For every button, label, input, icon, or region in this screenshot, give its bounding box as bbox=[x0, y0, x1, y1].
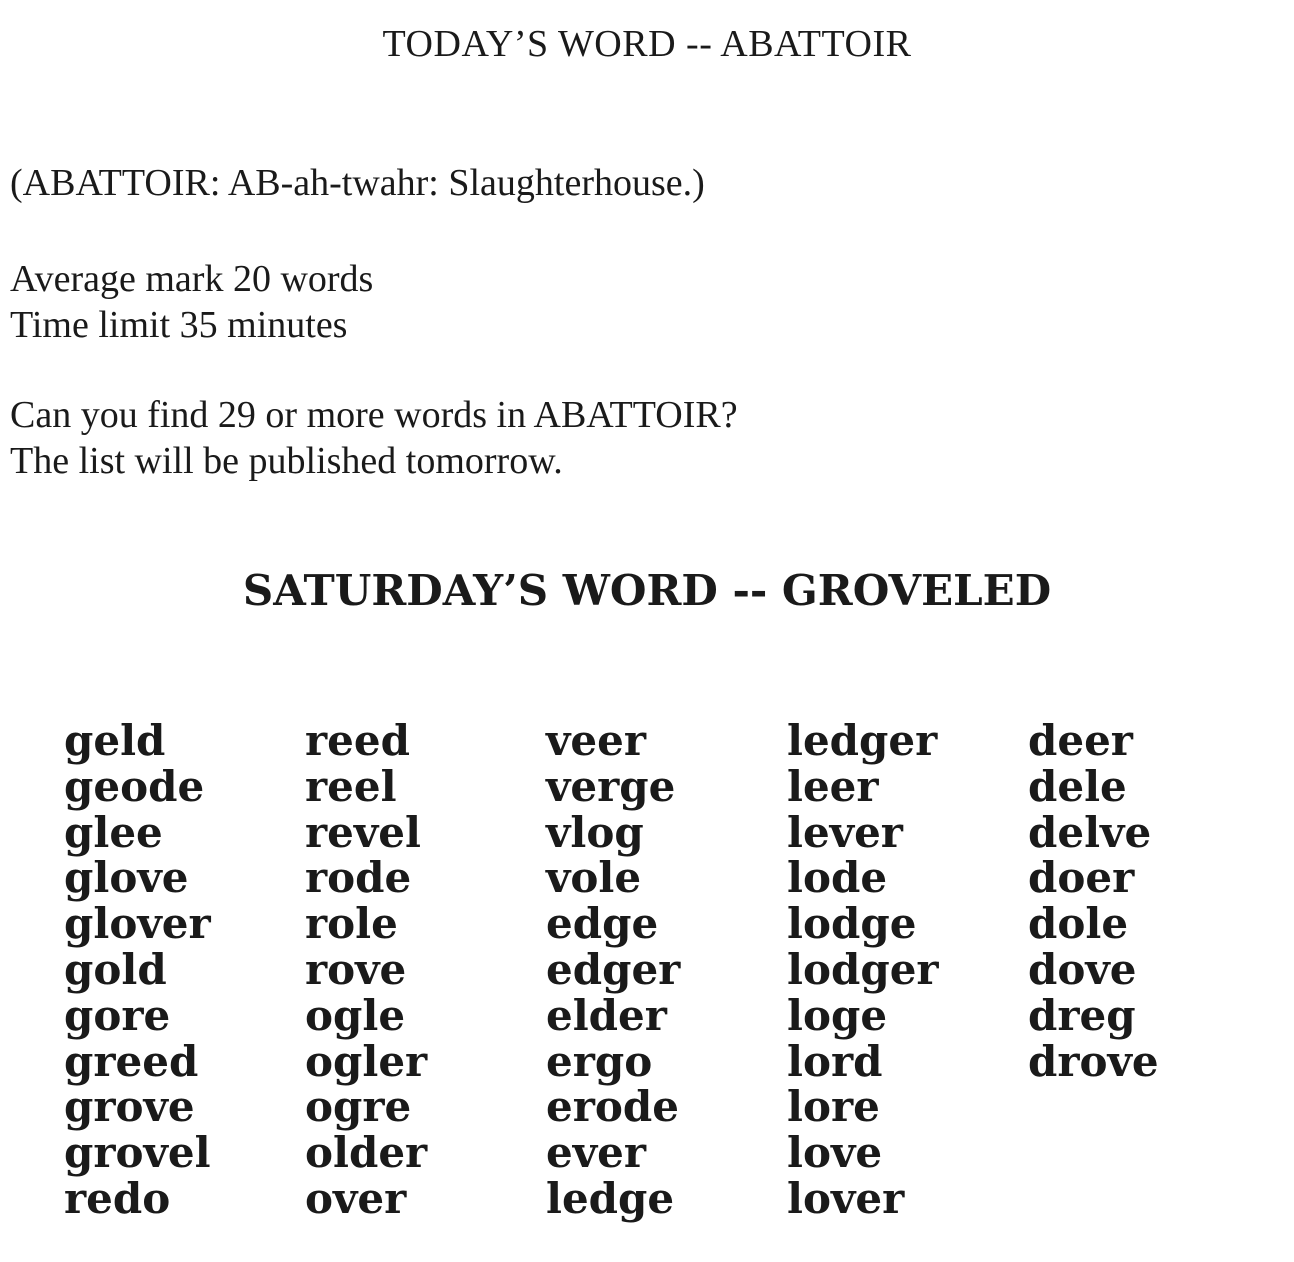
word-item: dole bbox=[1028, 899, 1129, 949]
word-column bbox=[64, 718, 294, 1222]
word-column bbox=[787, 718, 1017, 1222]
word-item: doer bbox=[1028, 853, 1135, 903]
word-item: glove bbox=[64, 853, 189, 903]
word-item: edge bbox=[546, 899, 659, 949]
word-item: ledger bbox=[787, 716, 938, 765]
word-item: ledge bbox=[546, 1173, 675, 1223]
today-word-title: TODAY’S WORD -- ABATTOIR bbox=[382, 23, 912, 65]
word-item: ever bbox=[546, 1128, 646, 1178]
word-item: loge bbox=[787, 990, 888, 1040]
word-item: dreg bbox=[1028, 990, 1136, 1040]
saturday-word-title: SATURDAY’S WORD -- GROVELED bbox=[242, 566, 1052, 615]
word-item: rove bbox=[305, 944, 407, 994]
word-item: lode bbox=[787, 853, 888, 903]
word-item: love bbox=[787, 1128, 883, 1178]
word-item: greed bbox=[64, 1036, 199, 1086]
word-item: grove bbox=[64, 1082, 195, 1132]
word-item: delve bbox=[1028, 807, 1152, 857]
word-item: erode bbox=[546, 1082, 679, 1132]
word-column bbox=[1028, 718, 1258, 1084]
word-item: ogle bbox=[305, 990, 406, 1040]
word-item: ogler bbox=[305, 1036, 428, 1086]
challenge-info bbox=[10, 392, 738, 484]
word-item: drove bbox=[1028, 1036, 1159, 1086]
word-item: gore bbox=[64, 990, 171, 1040]
word-item: glover bbox=[64, 899, 211, 949]
word-definition: (ABATTOIR: AB-ah-twahr: Slaughterhouse.) bbox=[10, 162, 705, 204]
word-item: lever bbox=[787, 807, 903, 857]
word-item: dele bbox=[1028, 761, 1127, 811]
word-item: reed bbox=[305, 716, 410, 765]
word-column bbox=[546, 718, 776, 1222]
word-item: leer bbox=[787, 761, 879, 811]
word-item: ogre bbox=[305, 1082, 412, 1132]
word-item: redo bbox=[64, 1173, 171, 1223]
word-column bbox=[305, 718, 535, 1222]
word-item: geode bbox=[64, 761, 205, 811]
word-item: deer bbox=[1028, 716, 1133, 765]
word-item: role bbox=[305, 899, 398, 949]
word-item: vole bbox=[546, 853, 642, 903]
word-item: lodge bbox=[787, 899, 917, 949]
word-item: veer bbox=[546, 716, 646, 765]
publish-note: The list will be published tomorrow. bbox=[10, 440, 563, 482]
word-item: reel bbox=[305, 761, 397, 811]
word-item: grovel bbox=[64, 1128, 211, 1178]
word-item: lore bbox=[787, 1082, 880, 1132]
word-item: revel bbox=[305, 807, 421, 857]
word-item: dove bbox=[1028, 944, 1137, 994]
word-item: elder bbox=[546, 990, 667, 1040]
scoring-info bbox=[10, 256, 373, 348]
word-item: lodger bbox=[787, 944, 939, 994]
average-mark: Average mark 20 words bbox=[10, 258, 374, 300]
word-item: edger bbox=[546, 944, 681, 994]
word-item: geld bbox=[64, 716, 166, 765]
time-limit: Time limit 35 minutes bbox=[10, 304, 348, 346]
word-item: gold bbox=[64, 944, 167, 994]
word-item: ergo bbox=[546, 1036, 653, 1086]
word-item: lover bbox=[787, 1173, 905, 1223]
word-item: over bbox=[305, 1173, 407, 1223]
word-item: lord bbox=[787, 1036, 883, 1086]
challenge-question: Can you find 29 or more words in ABATTOIR? bbox=[10, 394, 738, 436]
word-item: glee bbox=[64, 807, 163, 857]
word-item: vlog bbox=[546, 807, 644, 857]
word-item: older bbox=[305, 1128, 428, 1178]
word-item: verge bbox=[546, 761, 676, 811]
word-item: rode bbox=[305, 853, 412, 903]
